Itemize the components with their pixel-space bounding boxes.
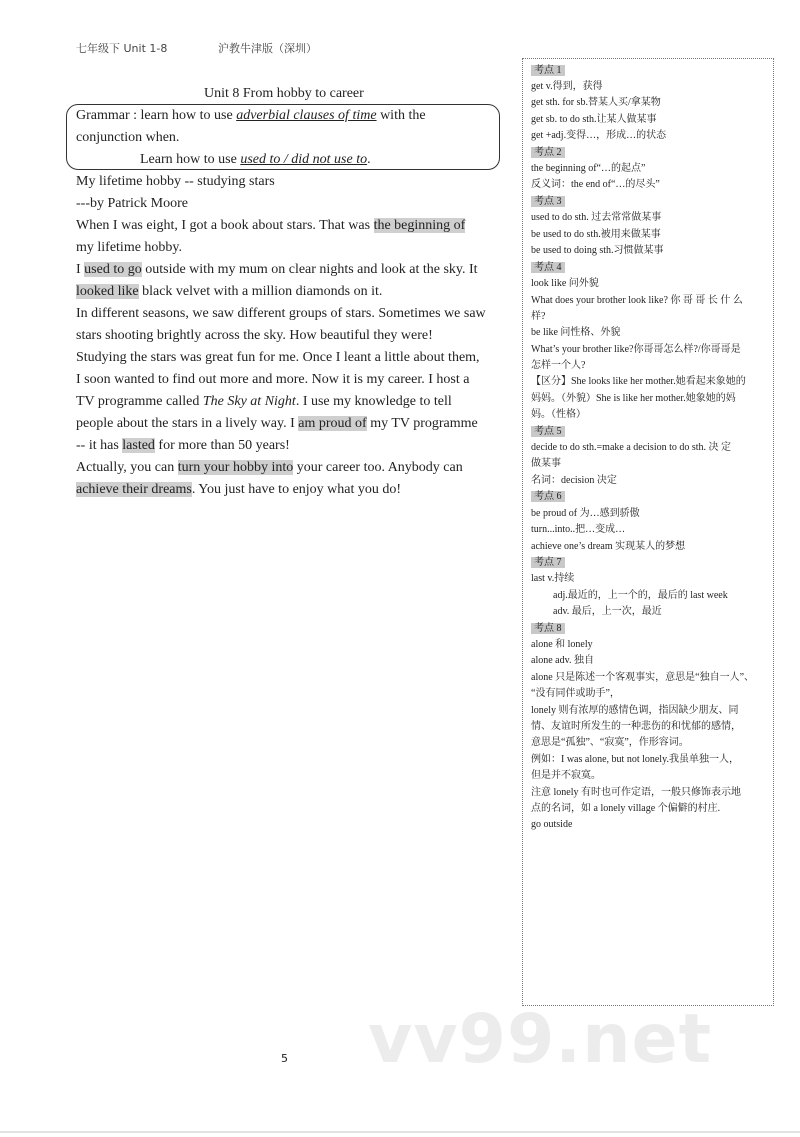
passage-text: my TV programme: [366, 416, 478, 431]
note-line: alone 只是陈述一个客观事实，意思是“独自一人”、: [531, 672, 755, 683]
grammar-line-1: [76, 108, 426, 124]
note-heading-2: 考点 2: [531, 146, 565, 159]
note-line: alone adv. 独自: [531, 655, 594, 666]
watermark: vv99.net: [368, 1000, 713, 1079]
highlight-phrase: lasted: [122, 438, 155, 453]
passage-text: for more than 50 years!: [154, 438, 290, 453]
highlight-phrase: turn your hobby into: [177, 460, 294, 475]
note-line: 【区分】She looks like her mother.她看起来象她的: [531, 376, 746, 387]
note-line: get sth. for sb.替某人买/拿某物: [531, 97, 661, 108]
passage-text: your career too. Anybody can: [293, 460, 463, 475]
page-bottom-border: [0, 1131, 800, 1133]
passage-text: outside with my mum on clear nights and look at the sky. It: [141, 262, 478, 277]
note-line: be used to doing sth.习惯做某事: [531, 245, 664, 256]
passage-line-4: [76, 284, 382, 300]
note-line: 意思是“孤独”、“寂寞”，作形容词。: [531, 737, 689, 748]
unit-title: Unit 8 From hobby to career: [204, 86, 364, 101]
note-line: 反义词：the end of“…的尽头”: [531, 179, 660, 190]
grammar-line-3: [140, 152, 371, 168]
passage-text: black velvet with a million diamonds on it.: [138, 284, 383, 299]
note-line: What does your brother look like? 你 哥 哥 长 什 么: [531, 295, 743, 306]
note-line: “没有同伴或助手”，: [531, 688, 620, 699]
note-line: 妈妈。（外貌）She is like her mother.她象她的妈: [531, 393, 736, 404]
note-line: 点的名词，如 a lonely village 个偏僻的村庄.: [531, 803, 721, 814]
passage-byline: ---by Patrick Moore: [76, 196, 188, 211]
passage-text: . I use my knowledge to tell: [295, 394, 452, 409]
passage-text: -- it has: [76, 438, 123, 453]
note-heading-4: 考点 4: [531, 261, 565, 274]
note-line: the beginning of“…的起点”: [531, 163, 646, 174]
note-line: used to do sth. 过去常常做某事: [531, 212, 662, 223]
passage-text: TV programme called: [76, 394, 203, 409]
grammar-line-1-post: with the: [376, 108, 426, 123]
note-line: adj.最近的，上一个的，最后的 last week: [553, 590, 728, 601]
passage-text: people about the stars in a lively way. I: [76, 416, 299, 431]
note-line: adv. 最后，上一次，最近: [553, 606, 662, 617]
passage-line-10: [76, 416, 478, 432]
passage-text: . You just have to enjoy what you do!: [191, 482, 402, 497]
note-line: be proud of 为…感到骄傲: [531, 508, 640, 519]
highlight-phrase: the beginning of: [373, 218, 466, 233]
note-heading-1: 考点 1: [531, 64, 565, 77]
note-line: alone 和 lonely: [531, 639, 593, 650]
passage-line-5: In different seasons, we saw different groups of stars. Sometimes we saw: [76, 306, 486, 321]
note-line: 做某事: [531, 458, 561, 469]
note-line: achieve one’s dream 实现某人的梦想: [531, 541, 686, 552]
note-line: lonely 则有浓厚的感情色调，指因缺少朋友、同: [531, 705, 739, 716]
note-heading-7: 考点 7: [531, 556, 565, 569]
passage-line-13: [76, 482, 401, 498]
note-line: 名词：decision 决定: [531, 475, 617, 486]
passage-title: My lifetime hobby -- studying stars: [76, 174, 275, 189]
programme-name: The Sky at Night: [202, 394, 296, 409]
passage-line-2: my lifetime hobby.: [76, 240, 183, 255]
note-heading-8: 考点 8: [531, 622, 565, 635]
page-number: 5: [281, 1052, 288, 1065]
passage-line-8: I soon wanted to find out more and more. Now it is my career. I host a: [76, 372, 470, 387]
grammar-line-2: conjunction when.: [76, 130, 180, 145]
grammar-term-used-to: used to / did not use to: [240, 152, 368, 167]
grammar-line-3-pre: Learn how to use: [140, 152, 241, 167]
passage-text: I: [76, 262, 85, 277]
note-line: look like 问外貌: [531, 278, 599, 289]
note-line: 情、友谊时所发生的一种悲伤的和忧郁的感情，: [531, 721, 741, 732]
grammar-line-1-pre: Grammar : learn how to use: [76, 108, 237, 123]
passage-text: Actually, you can: [76, 460, 178, 475]
passage-line-9: [76, 394, 452, 410]
note-line: 例如：I was alone, but not lonely.我虽单独一人，: [531, 754, 739, 765]
note-line: turn...into..把…变成…: [531, 524, 626, 535]
note-line: be used to do sth.被用来做某事: [531, 229, 661, 240]
highlight-phrase: used to go: [84, 262, 142, 277]
note-line: What’s your brother like?你哥哥怎么样?/你哥哥是: [531, 344, 741, 355]
passage-line-11: [76, 438, 290, 454]
note-line: be like 问性格、外貌: [531, 327, 621, 338]
header-edition: 沪教牛津版（深圳）: [218, 42, 317, 55]
note-line: last v.持续: [531, 573, 575, 584]
note-line: 样?: [531, 311, 546, 322]
note-line: 注意 lonely 有时也可作定语，一般只修饰表示地: [531, 787, 741, 798]
note-line: 但是并不寂寞。: [531, 770, 601, 781]
note-line: get +adj.变得…，形成…的状态: [531, 130, 667, 141]
passage-line-1: [76, 218, 465, 234]
note-heading-5: 考点 5: [531, 425, 565, 438]
grammar-term-adverbial: adverbial clauses of time: [236, 108, 377, 123]
header-grade-unit: 七年级下 Unit 1-8: [76, 42, 168, 55]
note-heading-6: 考点 6: [531, 490, 565, 503]
grammar-line-3-post: .: [367, 152, 371, 167]
note-line: 怎样一个人?: [531, 360, 586, 371]
note-heading-3: 考点 3: [531, 195, 565, 208]
note-line: get sb. to do sth.让某人做某事: [531, 114, 657, 125]
note-line: get v.得到，获得: [531, 81, 603, 92]
passage-line-12: [76, 460, 463, 476]
highlight-phrase: am proud of: [298, 416, 367, 431]
passage-text: When I was eight, I got a book about stars. That was: [76, 218, 374, 233]
passage-line-3: [76, 262, 478, 278]
passage-line-6: stars shooting brightly across the sky. How beautiful they were!: [76, 328, 433, 343]
note-line: go outside: [531, 819, 573, 830]
highlight-phrase: looked like: [76, 284, 139, 299]
note-line: 妈。（性格）: [531, 409, 586, 420]
note-line: decide to do sth.=make a decision to do sth. 决 定: [531, 442, 732, 453]
passage-line-7: Studying the stars was great fun for me. Once I leant a little about them,: [76, 350, 480, 365]
highlight-phrase: achieve their dreams: [76, 482, 192, 497]
